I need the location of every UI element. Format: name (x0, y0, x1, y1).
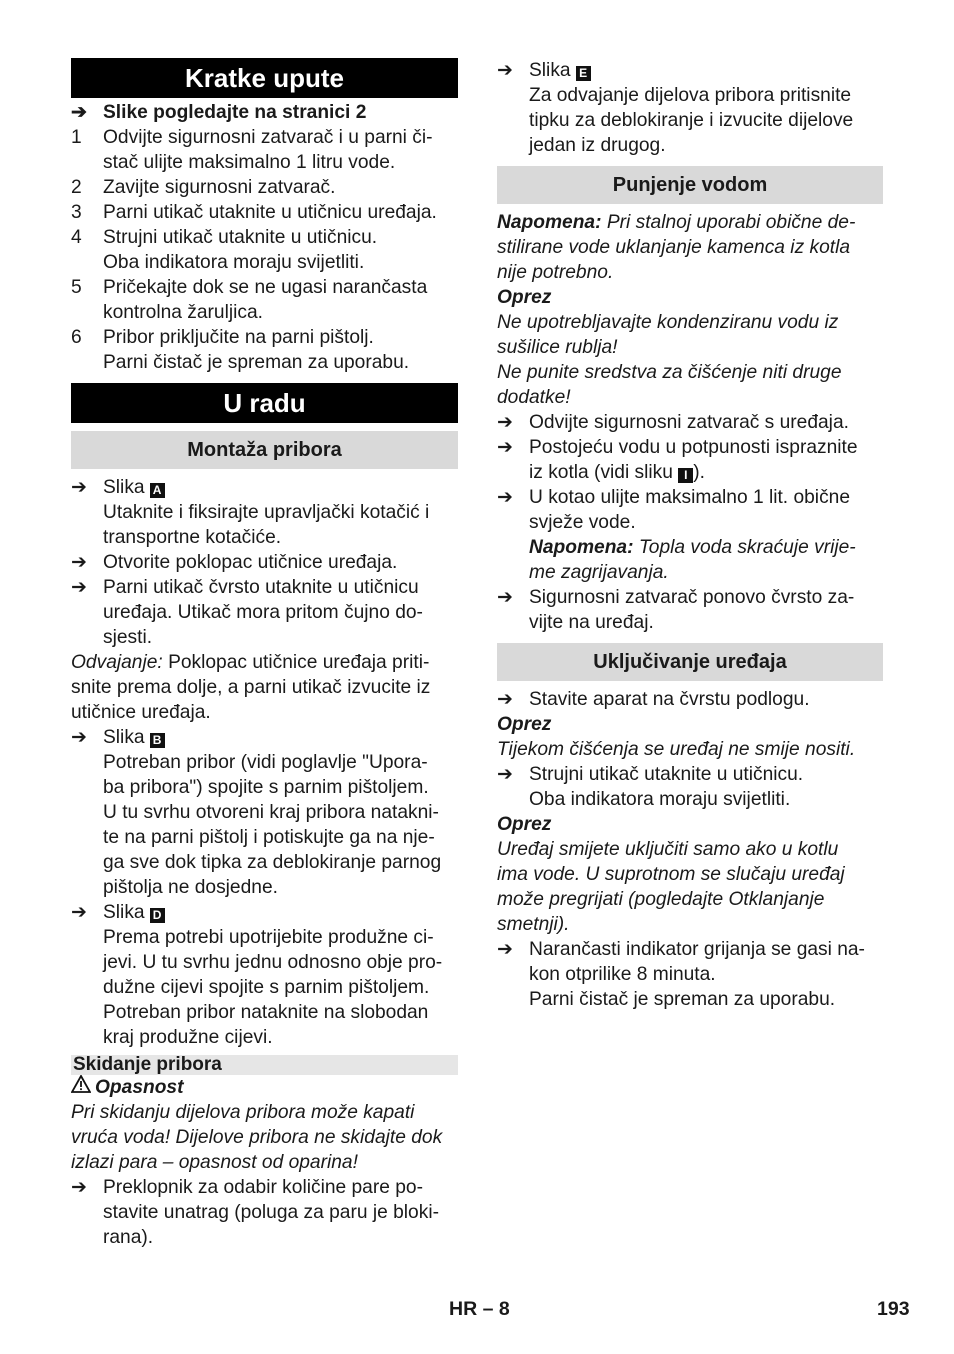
heading-u-radu: U radu (71, 383, 458, 423)
text-line: vijte na uređaj. (529, 612, 654, 633)
figure-i-icon: I (678, 468, 693, 483)
step-number: 5 (71, 277, 82, 298)
text-line: Potreban pribor (vidi poglavlje "Upora- (103, 752, 428, 773)
arrow-icon: ➔ (71, 727, 88, 748)
opasnost-label: Opasnost (71, 1075, 458, 1100)
right-column (497, 58, 883, 1012)
step-item (71, 200, 458, 225)
text-line: me zagrijavanja. (529, 562, 669, 583)
text-line: Topla voda skraćuje vrije- (633, 537, 856, 558)
text-line: Potreban pribor nataknite na slobodan (103, 1002, 429, 1023)
odvajanje-paragraph: Odvajanje: Poklopac utičnice uređaja priti- snite prema dolje, a parni utikač izvucite iz utičnice uređaja. (71, 650, 458, 725)
slika-e-item: ➔ Slika E Za odvajanje dijelova pribora pritisnite tipku za deblokiranje i izvucite dijelove jedan iz drugog. (497, 58, 883, 158)
text-line: Pričekajte dok se ne ugasi narančasta (103, 277, 428, 298)
arrow-icon: ➔ (497, 764, 514, 785)
text-line: Odvijte sigurnosni zatvarač i u parni či- (103, 127, 433, 148)
step-number: 6 (71, 327, 82, 348)
opasnost-text (71, 1100, 458, 1175)
slika-a-item: ➔ Slika A Utaknite i fiksirajte upravljački kotačić i transportne kotačiće. (71, 475, 458, 550)
arrow-icon: ➔ (71, 902, 88, 923)
narancasti-item (497, 937, 883, 1012)
text-line: svježe vode. (529, 512, 636, 533)
text-line: Uređaj smijete uključiti samo ako u kotlu (497, 839, 839, 860)
step-item (71, 275, 458, 325)
step-item (71, 325, 458, 375)
text-line: U kotao ulijte maksimalno 1 lit. obične (529, 487, 851, 508)
text-line: Utaknite i fiksirajte upravljački kotačić i (103, 502, 430, 523)
text-line: ga sve dok tipka za deblokiranje parnog (103, 852, 442, 873)
text-line: sušilice rublja! (497, 337, 618, 358)
oprez2-text: Tijekom čišćenja se uređaj ne smije nositi. (497, 739, 856, 760)
text-line: smetnji). (497, 914, 570, 935)
step-item (71, 225, 458, 275)
text-line: Narančasti indikator grijanja se gasi na- (529, 939, 865, 960)
text-line: Ne punite sredstva za čišćenje niti druge (497, 362, 842, 383)
arrow-icon: ➔ (497, 939, 514, 960)
slika-b-item: ➔ Slika B Potreban pribor (vidi poglavlje "Upora- ba pribora") spojite s parnim pištoljem. U tu svrhu otvoreni kraj pribora natakni- te na parni pištolj i potiskujte ga na nje- ga sve dok tipka za deblokiranje parnog pištolja ne dosjedne. (71, 725, 458, 900)
text-line: rana). (103, 1227, 154, 1248)
text-line: transportne kotačiće. (103, 527, 282, 548)
stavite-item: ➔ Stavite aparat na čvrstu podlogu. (497, 689, 810, 710)
text-line: jedan iz drugog. (529, 135, 666, 156)
text-line: U tu svrhu otvoreni kraj pribora natakni- (103, 802, 439, 823)
text-line: Prema potrebi upotrijebite produžne ci- (103, 927, 434, 948)
text-line: kon otprilike 8 minuta. (529, 964, 716, 985)
arrow-icon: ➔ (71, 577, 88, 598)
text-line: Zavijte sigurnosni zatvarač. (103, 177, 336, 198)
text-line: Pri skidanju dijelova pribora može kapati (71, 1102, 415, 1123)
text-line: jevi. U tu svrhu jednu odnosno obje pro- (103, 952, 443, 973)
arrow-icon: ➔ (71, 1177, 88, 1198)
text-line: Strujni utikač utaknite u utičnicu. (529, 764, 804, 785)
arrow-icon: ➔ (497, 587, 514, 608)
text-line: Parni utikač utaknite u utičnicu uređaja. (103, 202, 437, 223)
text-line: vruća voda! Dijelove pribora ne skidajte dok (71, 1127, 443, 1148)
arrow-icon: ➔ (71, 552, 88, 573)
napomena1-paragraph: Napomena: Pri stalnoj uporabi obične de- stilirane vode uklanjanje kamenca iz kotla nije potrebno. (497, 210, 883, 285)
heading-ukljucivanje: Uključivanje uređaja (497, 643, 883, 681)
text-line: Parni čistač je spreman za uporabu. (103, 352, 410, 373)
text-line: stač ulijte maksimalno 1 litru vode. (103, 152, 396, 173)
text-line: Preklopnik za odabir količine pare po- (103, 1177, 423, 1198)
figure-b-icon: B (150, 733, 165, 748)
text-line: snite prema dolje, a parni utikač izvucite iz (71, 677, 431, 698)
arrow-icon: ➔ (71, 477, 88, 498)
intro-line: ➔ Slike pogledajte na stranici 2 (71, 102, 367, 123)
text-line: uređaja. Utikač mora pritom čujno do- (103, 602, 423, 623)
step-item (71, 125, 458, 175)
step-number: 4 (71, 227, 82, 248)
arrow-icon: ➔ (71, 102, 88, 123)
footer-section-label: HR – 8 (449, 1298, 510, 1320)
figure-e-icon: E (576, 66, 591, 81)
page-number: 193 (877, 1298, 910, 1320)
oprez1-label: Oprez (497, 287, 552, 308)
arrow-icon: ➔ (497, 60, 514, 81)
text-line: kontrolna žaruljica. (103, 302, 263, 323)
text-line: Pribor priključite na parni pištolj. (103, 327, 374, 348)
text-line: Pri stalnoj uporabi obične de- (601, 212, 856, 233)
text-line: stavite unatrag (poluga za paru je bloki- (103, 1202, 439, 1223)
oprez3-label: Oprez (497, 814, 552, 835)
odvijte-item: ➔ Odvijte sigurnosni zatvarač s uređaja. (497, 412, 849, 433)
heading-punjenje: Punjenje vodom (497, 166, 883, 204)
text-line: Parni čistač je spreman za uporabu. (529, 989, 836, 1010)
text-line: sjesti. (103, 627, 153, 648)
preklopnik-item (71, 1175, 458, 1250)
text-line: nije potrebno. (497, 262, 614, 283)
text-line: tipku za deblokiranje i izvucite dijelove (529, 110, 854, 131)
text-line: Oba indikatora moraju svijetliti. (529, 789, 791, 810)
steps-list (71, 125, 458, 375)
step-number: 1 (71, 127, 82, 148)
text-line: Oba indikatora moraju svijetliti. (103, 252, 365, 273)
step-number: 3 (71, 202, 82, 223)
text-line: te na parni pištolj i potiskujte ga na nje- (103, 827, 435, 848)
text-line: Parni utikač čvrsto utaknite u utičnicu (103, 577, 419, 598)
parni-item (71, 575, 458, 650)
text-line: dodatke! (497, 387, 571, 408)
heading-montaza: Montaža pribora (71, 431, 458, 469)
text-line: pištolja ne dosjedne. (103, 877, 278, 898)
left-column (71, 58, 458, 1250)
text-line: Poklopac utičnice uređaja priti- (162, 652, 430, 673)
arrow-icon: ➔ (497, 437, 514, 458)
text-line: kraj produžne cijevi. (103, 1027, 273, 1048)
heading-kratke-upute: Kratke upute (71, 58, 458, 98)
sigurnosni-item (497, 585, 883, 635)
text-line: može pregrijati (pogledajte Otklanjanje (497, 889, 825, 910)
arrow-icon: ➔ (497, 487, 514, 508)
arrow-icon: ➔ (497, 689, 514, 710)
kotao-item: ➔ U kotao ulijte maksimalno 1 lit. obične svježe vode. Napomena: Topla voda skraćuje vrije- me zagrijavanja. (497, 485, 883, 585)
figure-d-icon: D (150, 908, 165, 923)
otvorite-item: ➔ Otvorite poklopac utičnice uređaja. (71, 552, 398, 573)
text-line: Strujni utikač utaknite u utičnicu. (103, 227, 378, 248)
text-line: stilirane vode uklanjanje kamenca iz kotla (497, 237, 851, 258)
heading-skidanje: Skidanje pribora (71, 1055, 458, 1075)
text-line: Za odvajanje dijelova pribora pritisnite (529, 85, 852, 106)
oprez2-label: Oprez (497, 714, 552, 735)
text-line: Sigurnosni zatvarač ponovo čvrsto za- (529, 587, 855, 608)
slika-d-item: ➔ Slika D Prema potrebi upotrijebite produžne ci- jevi. U tu svrhu jednu odnosno obje pro- dužne cijevi spojite s parnim pištoljem. Potreban pribor nataknite na slobodan kraj produžne cijevi. (71, 900, 458, 1050)
step-item (71, 175, 458, 200)
postojecu-item: ➔ Postojeću vodu u potpunosti ispraznite iz kotla (vidi sliku I ). (497, 437, 858, 483)
step-number: 2 (71, 177, 82, 198)
oprez3-text (497, 837, 883, 937)
text-line: ima vode. U suprotnom se slučaju uređaj (497, 864, 845, 885)
figure-a-icon: A (150, 483, 165, 498)
warning-icon (71, 1075, 95, 1100)
text-line: ba pribora") spojite s parnim pištoljem. (103, 777, 429, 798)
text-line: dužne cijevi spojite s parnim pištoljem. (103, 977, 430, 998)
text-line: utičnice uređaja. (71, 702, 211, 723)
oprez1-text (497, 310, 883, 410)
text-line: izlazi para – opasnost od oparina! (71, 1152, 358, 1173)
strujni-item (497, 762, 883, 812)
text-line: Ne upotrebljavajte kondenziranu vodu iz (497, 312, 839, 333)
arrow-icon: ➔ (497, 412, 514, 433)
